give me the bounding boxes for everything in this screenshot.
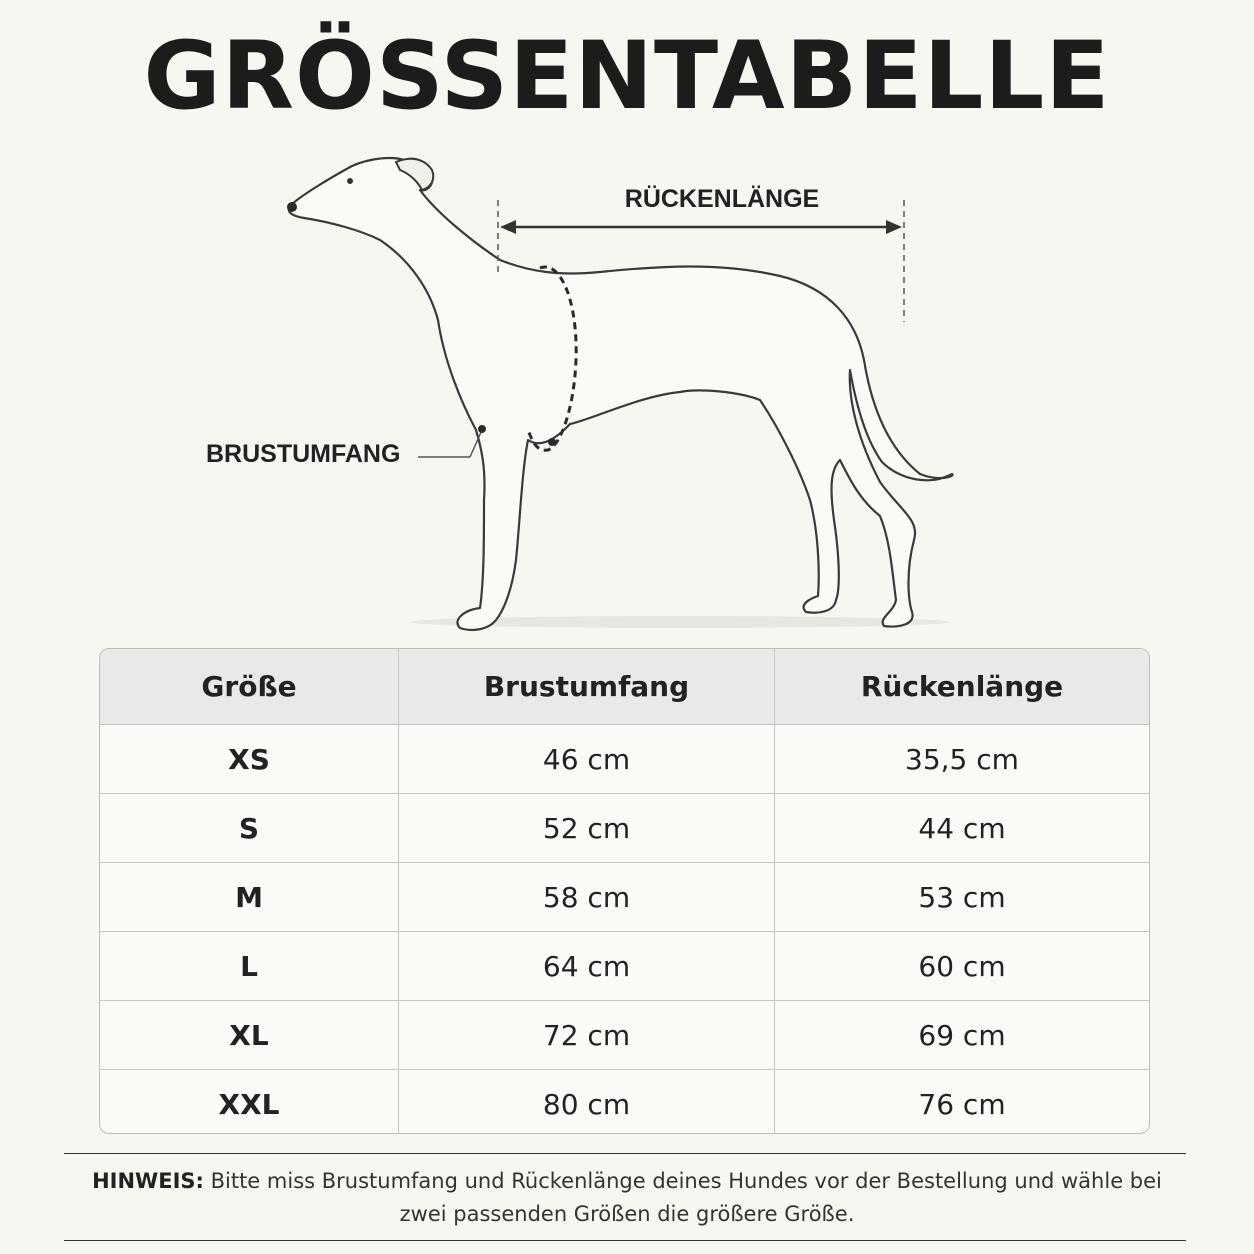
back-cell: 35,5 cm	[905, 742, 1019, 776]
size-cell: S	[100, 794, 399, 862]
column-header-size: Größe	[100, 649, 399, 724]
back-cell: 76 cm	[918, 1087, 1006, 1121]
table-row	[100, 931, 1149, 1000]
size-cell: M	[100, 863, 399, 931]
table-row	[100, 1000, 1149, 1069]
hint-text: Bitte miss Brustumfang und Rückenlänge deines Hundes vor der Bestellung und wähle bei zwei passenden Größen die größere Größe.	[210, 1169, 1162, 1226]
chest-cell: 72 cm	[399, 1001, 775, 1069]
chest-cell: 64 cm	[399, 932, 775, 1000]
chest-label: BRUSTUMFANG	[206, 440, 401, 468]
chest-cell: 58 cm	[399, 863, 775, 931]
back-length-label: RÜCKENLÄNGE	[624, 185, 820, 213]
hint-note	[90, 1165, 1164, 1231]
divider-top	[64, 1153, 1186, 1154]
dog-illustration	[0, 140, 1254, 640]
size-table	[99, 648, 1150, 1134]
back-cell: 53 cm	[918, 880, 1006, 914]
size-cell: XS	[100, 725, 399, 793]
table-row	[100, 793, 1149, 862]
table-header-row	[100, 649, 1149, 724]
column-header-back: Rückenlänge	[860, 670, 1064, 703]
page-title: GRÖSSENTABELLE	[143, 22, 1111, 131]
size-cell: XXL	[100, 1070, 399, 1134]
divider-bottom	[64, 1240, 1186, 1241]
back-cell: 69 cm	[918, 1018, 1006, 1052]
chest-cell: 80 cm	[399, 1070, 775, 1134]
table-row	[100, 724, 1149, 793]
hint-label: HINWEIS:	[92, 1169, 204, 1193]
table-row	[100, 862, 1149, 931]
column-header-chest: Brustumfang	[399, 649, 775, 724]
table-row	[100, 1069, 1149, 1134]
size-cell: XL	[100, 1001, 399, 1069]
back-cell: 60 cm	[918, 949, 1006, 983]
size-cell: L	[100, 932, 399, 1000]
chest-cell: 46 cm	[399, 725, 775, 793]
chest-cell: 52 cm	[399, 794, 775, 862]
back-cell: 44 cm	[918, 811, 1006, 845]
